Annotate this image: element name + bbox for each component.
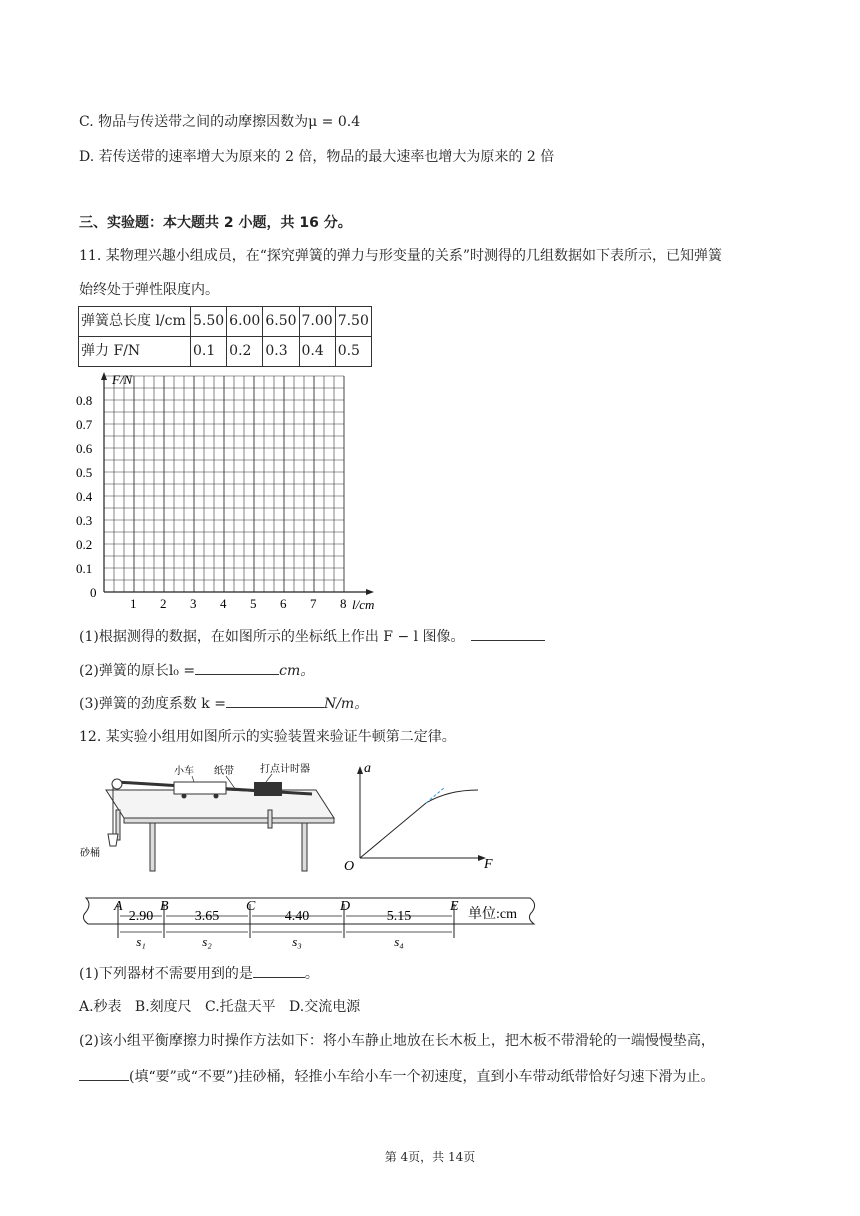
a-f-curve [360, 790, 478, 858]
origin-label: 0 [90, 585, 97, 600]
a-axis-label: a [364, 761, 371, 776]
x-axis-label: l/cm [352, 597, 375, 612]
table-leg [268, 810, 272, 828]
point-label: B [160, 899, 169, 914]
q11-sub3-suffix: N/m。 [323, 696, 369, 712]
segment-label: s₂ [202, 934, 212, 949]
q11-sub2 [79, 660, 314, 681]
segment-label: s₁ [136, 934, 146, 949]
table-cell: 弹力 F/N [79, 337, 191, 367]
x-tick-label: 5 [250, 596, 257, 611]
tape-unit: 单位:cm [468, 907, 517, 922]
page-footer: 第 4页，共 14页 [384, 1150, 476, 1164]
q12-choices: A.秒表 B.刻度尺 C.托盘天平 D.交流电源 [79, 999, 361, 1015]
table-leg [302, 823, 307, 871]
answer-blank[interactable] [226, 693, 324, 708]
point-label: E [450, 899, 459, 914]
y-tick-label: 0.3 [76, 513, 93, 528]
table-cell: 0.3 [263, 337, 299, 367]
distance-label: 4.40 [284, 909, 310, 924]
x-tick-label: 6 [280, 596, 287, 611]
y-tick-label: 0.7 [76, 417, 93, 432]
q11-sub2-prefix: (2)弹簧的原长l₀ = [79, 663, 196, 679]
x-tick-label: 7 [310, 596, 317, 611]
table-cell: 7.00 [299, 307, 335, 337]
y-tick-label: 0.1 [76, 561, 93, 576]
apparatus-diagram [76, 760, 338, 878]
y-tick-labels [76, 393, 93, 576]
answer-blank[interactable] [253, 963, 305, 978]
table-leg [150, 823, 155, 871]
q12-sub1-end: 。 [304, 966, 319, 982]
table-cell: 0.5 [335, 337, 371, 367]
graph-paper-grid [70, 370, 390, 618]
q12-sub2-line2-text: (填“要”或“不要”)挂砂桶，轻推小车给小车一个初速度，直到小车带动纸带恰好匀速下滑为止。 [129, 1069, 715, 1085]
origin-label: O [344, 859, 355, 874]
table-cell: 6.00 [227, 307, 263, 337]
table-cell: 0.2 [227, 337, 263, 367]
section-heading: 三、实验题：本大题共 2 小题，共 16 分。 [79, 215, 352, 231]
label-leader [266, 774, 272, 782]
distance-label: 3.65 [194, 909, 220, 924]
q12-sub1 [79, 963, 319, 984]
sand-bucket-icon [108, 834, 118, 846]
q12-sub1-text: (1)下列器材不需要用到的是 [79, 966, 253, 982]
grid-lines [104, 376, 344, 592]
table-cell: 0.1 [191, 337, 227, 367]
table-cell: 6.50 [263, 307, 299, 337]
point-label: A [114, 899, 123, 914]
f-axis-label: F [484, 857, 493, 872]
x-axis-arrow-icon [366, 589, 374, 595]
q11-sub1-text: (1)根据测得的数据，在如图所示的坐标纸上作出 F − l 图像。 [79, 629, 465, 645]
q11-sub2-suffix: cm。 [279, 663, 315, 679]
q12-sub2-line1: (2)该小组平衡摩擦力时操作方法如下：将小车静止地放在长木板上，把木板不带滑轮的一端慢慢垫高， [79, 1033, 715, 1049]
a-axis-arrow-icon [357, 766, 363, 774]
cart-icon [174, 782, 226, 794]
q11-sub3-prefix: (3)弹簧的劲度系数 k = [79, 696, 226, 712]
q11-line1: 11. 某物理兴趣小组成员，在“探究弹簧的弹力与形变量的关系”时测得的几组数据如下表所示，已知弹簧 [79, 248, 723, 264]
point-label: C [246, 899, 256, 914]
timer-label: 打点计时器 [260, 764, 310, 775]
table-row [79, 307, 372, 337]
cart-wheel-icon [182, 794, 187, 799]
q11-line2: 始终处于弹性限度内。 [79, 282, 219, 298]
x-tick-label: 1 [130, 596, 137, 611]
point-label: D [340, 899, 351, 914]
segment-label: s₃ [292, 934, 302, 949]
y-axis-label: F/N [112, 372, 133, 387]
q12-line1: 12. 某实验小组用如图所示的实验装置来验证牛顿第二定律。 [79, 729, 456, 745]
table-cell: 5.50 [191, 307, 227, 337]
sand-bucket-label: 砂桶 [80, 848, 100, 859]
tape-label: 纸带 [214, 766, 234, 777]
q11-sub3 [79, 693, 368, 714]
table-cell: 0.4 [299, 337, 335, 367]
answer-blank[interactable] [79, 1066, 129, 1081]
y-tick-label: 0.8 [76, 393, 93, 408]
timer-icon [254, 782, 282, 796]
y-tick-label: 0.4 [76, 489, 93, 504]
x-tick-label: 3 [190, 596, 197, 611]
x-tick-labels [130, 596, 347, 611]
q11-sub1 [79, 626, 545, 647]
answer-blank[interactable] [195, 660, 279, 675]
cart-wheel-icon [214, 794, 219, 799]
y-tick-label: 0.2 [76, 537, 93, 552]
distance-label: 2.90 [128, 909, 154, 924]
a-f-graph [338, 760, 504, 878]
segment-label: s₄ [394, 934, 404, 949]
table-front-edge [124, 818, 334, 823]
table-cell: 弹簧总长度 l/cm [79, 307, 191, 337]
spring-data-table [78, 306, 372, 367]
distance-label: 5.15 [386, 909, 412, 924]
option-d: D. 若传送带的速率增大为原来的 2 倍，物品的最大速率也增大为原来的 2 倍 [79, 149, 555, 165]
y-tick-label: 0.5 [76, 465, 93, 480]
option-c: C. 物品与传送带之间的动摩擦因数为μ = 0.4 [79, 114, 361, 130]
x-tick-label: 8 [340, 596, 347, 611]
table-cell: 7.50 [335, 307, 371, 337]
x-tick-label: 2 [160, 596, 167, 611]
answer-blank[interactable] [471, 626, 545, 641]
q12-sub2-line2 [79, 1066, 715, 1087]
y-tick-label: 0.6 [76, 441, 93, 456]
table-row [79, 337, 372, 367]
paper-tape-diagram [76, 890, 546, 952]
x-tick-label: 4 [220, 596, 227, 611]
cart-label: 小车 [174, 766, 194, 777]
